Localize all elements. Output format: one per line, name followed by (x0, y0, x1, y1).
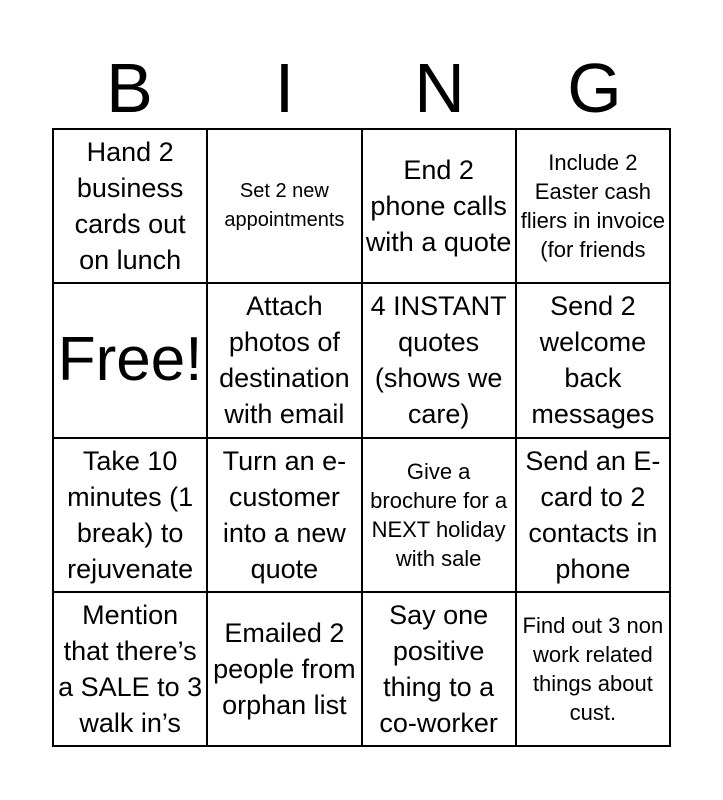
cell-text: Attach photos of destination with email (219, 291, 350, 430)
bingo-cell[interactable] (517, 130, 671, 284)
cell-text: End 2 phone calls with a quote (365, 155, 512, 258)
bingo-cell[interactable] (517, 284, 671, 438)
bingo-cell[interactable] (363, 130, 517, 284)
bingo-cell[interactable] (517, 439, 671, 593)
cell-text: Turn an e-customer into a new quote (222, 445, 347, 584)
bingo-cell[interactable] (363, 593, 517, 747)
cell-text: 4 INSTANT quotes (shows we care) (370, 291, 507, 430)
free-space-text: Free! (57, 325, 203, 395)
cell-text: Send an E-card to 2 contacts in phone (525, 445, 661, 584)
cell-text: Mention that there’s a SALE to 3 walk in’s (58, 599, 203, 738)
bingo-cell[interactable] (208, 439, 362, 593)
bingo-cell[interactable] (54, 593, 208, 747)
bingo-cell[interactable] (208, 593, 362, 747)
bingo-cell[interactable] (363, 439, 517, 593)
header-letter-b: B (106, 49, 153, 127)
bingo-cell[interactable] (517, 593, 671, 747)
header-letter-n: N (414, 49, 465, 127)
cell-text: Hand 2 business cards out on lunch (74, 137, 186, 276)
bingo-card-grid (52, 128, 671, 747)
header-letter-g: G (567, 49, 622, 127)
cell-text: Set 2 new appointments (224, 180, 345, 232)
bingo-cell[interactable] (54, 130, 208, 284)
header-letter-i: I (274, 49, 295, 127)
bingo-cell[interactable] (208, 284, 362, 438)
cell-text: Send 2 welcome back messages (531, 291, 655, 430)
cell-text: Say one positive thing to a co-worker (379, 599, 498, 738)
cell-text: Include 2 Easter cash fliers in invoice (for friends (520, 150, 666, 263)
bingo-header (52, 48, 671, 128)
cell-text: Emailed 2 people from orphan list (213, 617, 356, 720)
bingo-cell[interactable] (363, 284, 517, 438)
cell-text: Give a brochure for a NEXT holiday with sale (370, 458, 508, 571)
bingo-free-cell[interactable] (54, 284, 208, 438)
cell-text: Find out 3 non work related things about cust. (522, 612, 664, 725)
bingo-cell[interactable] (208, 130, 362, 284)
bingo-cell[interactable] (54, 439, 208, 593)
cell-text: Take 10 minutes (1 break) to rejuvenate (67, 445, 194, 584)
